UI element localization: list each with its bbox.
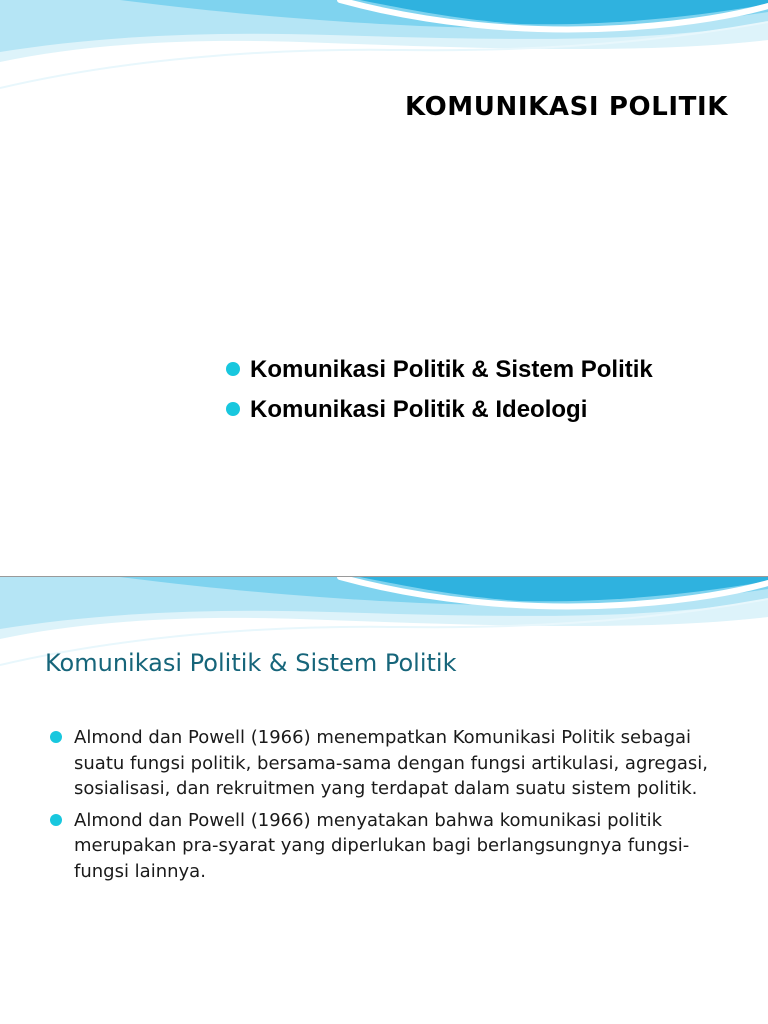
bullet-dot-icon xyxy=(226,402,240,416)
slide-content-heading: Komunikasi Politik & Sistem Politik xyxy=(45,649,457,677)
content-list xyxy=(50,725,740,890)
bullet-dot-icon xyxy=(50,814,62,826)
topic-list xyxy=(226,350,653,430)
bullet-dot-icon xyxy=(226,362,240,376)
header-wave-decoration xyxy=(0,0,768,100)
topic-item-text: Komunikasi Politik & Sistem Politik xyxy=(250,356,653,383)
slide-content xyxy=(0,576,768,1024)
content-item xyxy=(50,725,740,802)
topic-item xyxy=(226,350,653,390)
topic-item xyxy=(226,390,653,430)
content-item-text: Almond dan Powell (1966) menyatakan bahwa komunikasi politik merupakan pra-syarat yang diperlukan bagi berlangsungnya fungsi-fungsi lainnya. xyxy=(74,809,690,882)
slide-title-heading: KOMUNIKASI POLITIK xyxy=(405,92,728,122)
bullet-dot-icon xyxy=(50,731,62,743)
topic-item-text: Komunikasi Politik & Ideologi xyxy=(250,396,588,423)
content-item xyxy=(50,808,740,885)
content-item-text: Almond dan Powell (1966) menempatkan Komunikasi Politik sebagai suatu fungsi politik, bersama-sama dengan fungsi artikulasi, agregasi, sosialisasi, dan rekruitmen yang terdapat dalam suatu sistem politik. xyxy=(74,727,708,799)
